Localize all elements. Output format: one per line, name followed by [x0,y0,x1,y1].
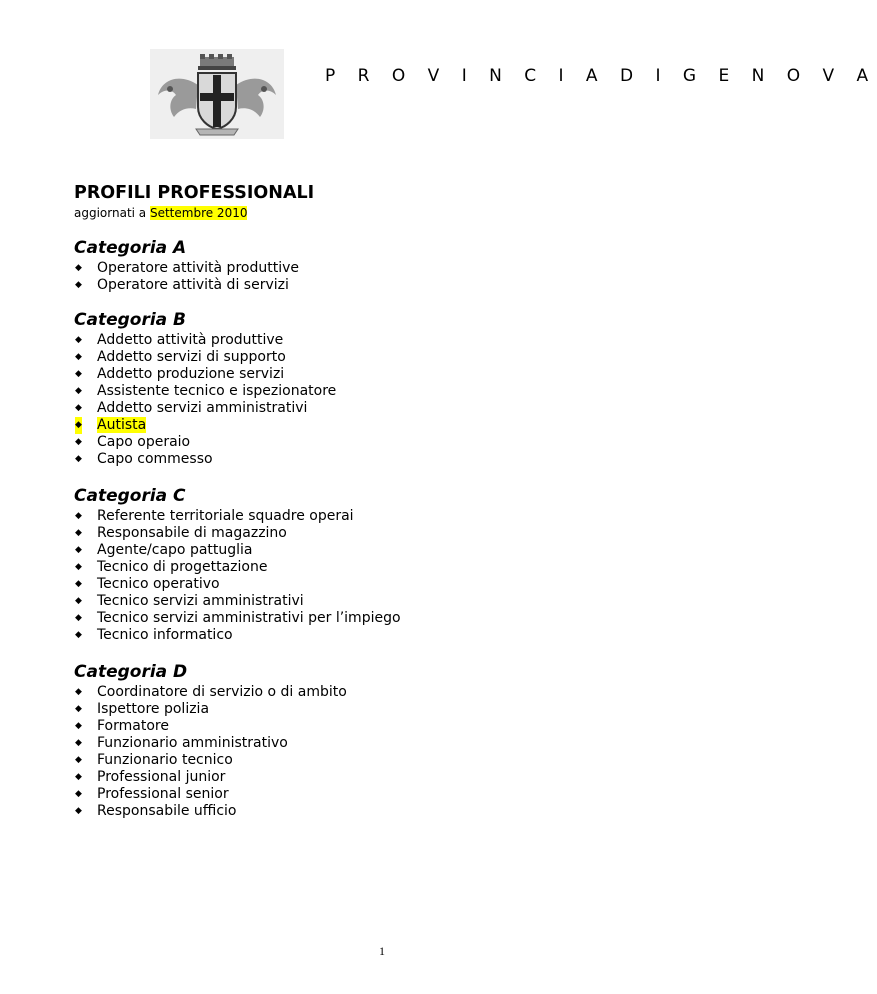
diamond-bullet-icon: ◆ [75,772,82,782]
category-list [74,332,336,468]
page-number: 1 [379,944,385,958]
list-item-highlighted: ◆ Autista [75,417,147,433]
category-c [74,486,401,644]
province-title: P R O V I N C I A D I G E N O V A [325,66,877,86]
list-item: ◆ Formatore [75,718,169,734]
list-item: ◆ Addetto produzione servizi [75,366,285,382]
list-item: ◆ Addetto servizi di supporto [75,349,286,365]
category-heading: Categoria C [74,486,186,506]
list-item: ◆ Tecnico di progettazione [75,559,268,575]
diamond-bullet-icon: ◆ [75,789,82,799]
list-item: ◆ Professional junior [75,769,226,785]
list-item: ◆ Funzionario tecnico [75,752,233,768]
list-item: ◆ Tecnico servizi amministrativi [75,593,304,609]
diamond-bullet-icon: ◆ [75,721,82,731]
list-item: ◆ Capo commesso [75,451,213,467]
list-item: ◆ Assistente tecnico e ispezionatore [75,383,337,399]
diamond-bullet-icon: ◆ [75,417,82,434]
category-heading: Categoria D [74,662,188,682]
diamond-bullet-icon: ◆ [75,613,82,623]
list-item: ◆ Tecnico servizi amministrativi per l’impiego [75,610,401,626]
diamond-bullet-icon: ◆ [75,403,82,413]
diamond-bullet-icon: ◆ [75,263,82,273]
category-list [74,684,347,820]
diamond-bullet-icon: ◆ [75,596,82,606]
category-a [74,238,299,294]
diamond-bullet-icon: ◆ [75,562,82,572]
list-item: ◆ Referente territoriale squadre operai [75,508,354,524]
category-d [74,662,347,820]
document-title: PROFILI PROFESSIONALI [74,183,315,203]
diamond-bullet-icon: ◆ [75,630,82,640]
diamond-bullet-icon: ◆ [75,687,82,697]
list-item: ◆ Addetto attività produttive [75,332,284,348]
list-item: ◆ Agente/capo pattuglia [75,542,253,558]
diamond-bullet-icon: ◆ [75,335,82,345]
diamond-bullet-icon: ◆ [75,755,82,765]
list-item: ◆ Ispettore polizia [75,701,210,717]
diamond-bullet-icon: ◆ [75,386,82,396]
list-item: ◆ Operatore attività di servizi [75,277,289,293]
diamond-bullet-icon: ◆ [75,280,82,290]
category-list [74,508,401,644]
list-item: ◆ Operatore attività produttive [75,260,299,276]
diamond-bullet-icon: ◆ [75,545,82,555]
list-item: ◆ Capo operaio [75,434,191,450]
diamond-bullet-icon: ◆ [75,454,82,464]
diamond-bullet-icon: ◆ [75,511,82,521]
diamond-bullet-icon: ◆ [75,704,82,714]
list-item: ◆ Addetto servizi amministrativi [75,400,308,416]
diamond-bullet-icon: ◆ [75,738,82,748]
subtitle-date: Settembre 2010 [149,206,248,220]
list-item: ◆ Tecnico operativo [75,576,220,592]
diamond-bullet-icon: ◆ [75,528,82,538]
list-item: ◆ Funzionario amministrativo [75,735,288,751]
document-subtitle [74,206,247,220]
category-b [74,310,336,468]
category-heading: Categoria B [74,310,187,330]
diamond-bullet-icon: ◆ [75,437,82,447]
list-item: ◆ Tecnico informatico [75,627,233,643]
list-item: ◆ Responsabile ufficio [75,803,237,819]
diamond-bullet-icon: ◆ [75,579,82,589]
diamond-bullet-icon: ◆ [75,352,82,362]
coat-of-arms-icon [150,49,284,139]
list-item: ◆ Coordinatore di servizio o di ambito [75,684,347,700]
category-list [74,260,299,294]
diamond-bullet-icon: ◆ [75,369,82,379]
category-heading: Categoria A [74,238,187,258]
subtitle-prefix: aggiornati a [74,206,150,220]
list-item: ◆ Responsabile di magazzino [75,525,287,541]
list-item: ◆ Professional senior [75,786,229,802]
diamond-bullet-icon: ◆ [75,806,82,816]
